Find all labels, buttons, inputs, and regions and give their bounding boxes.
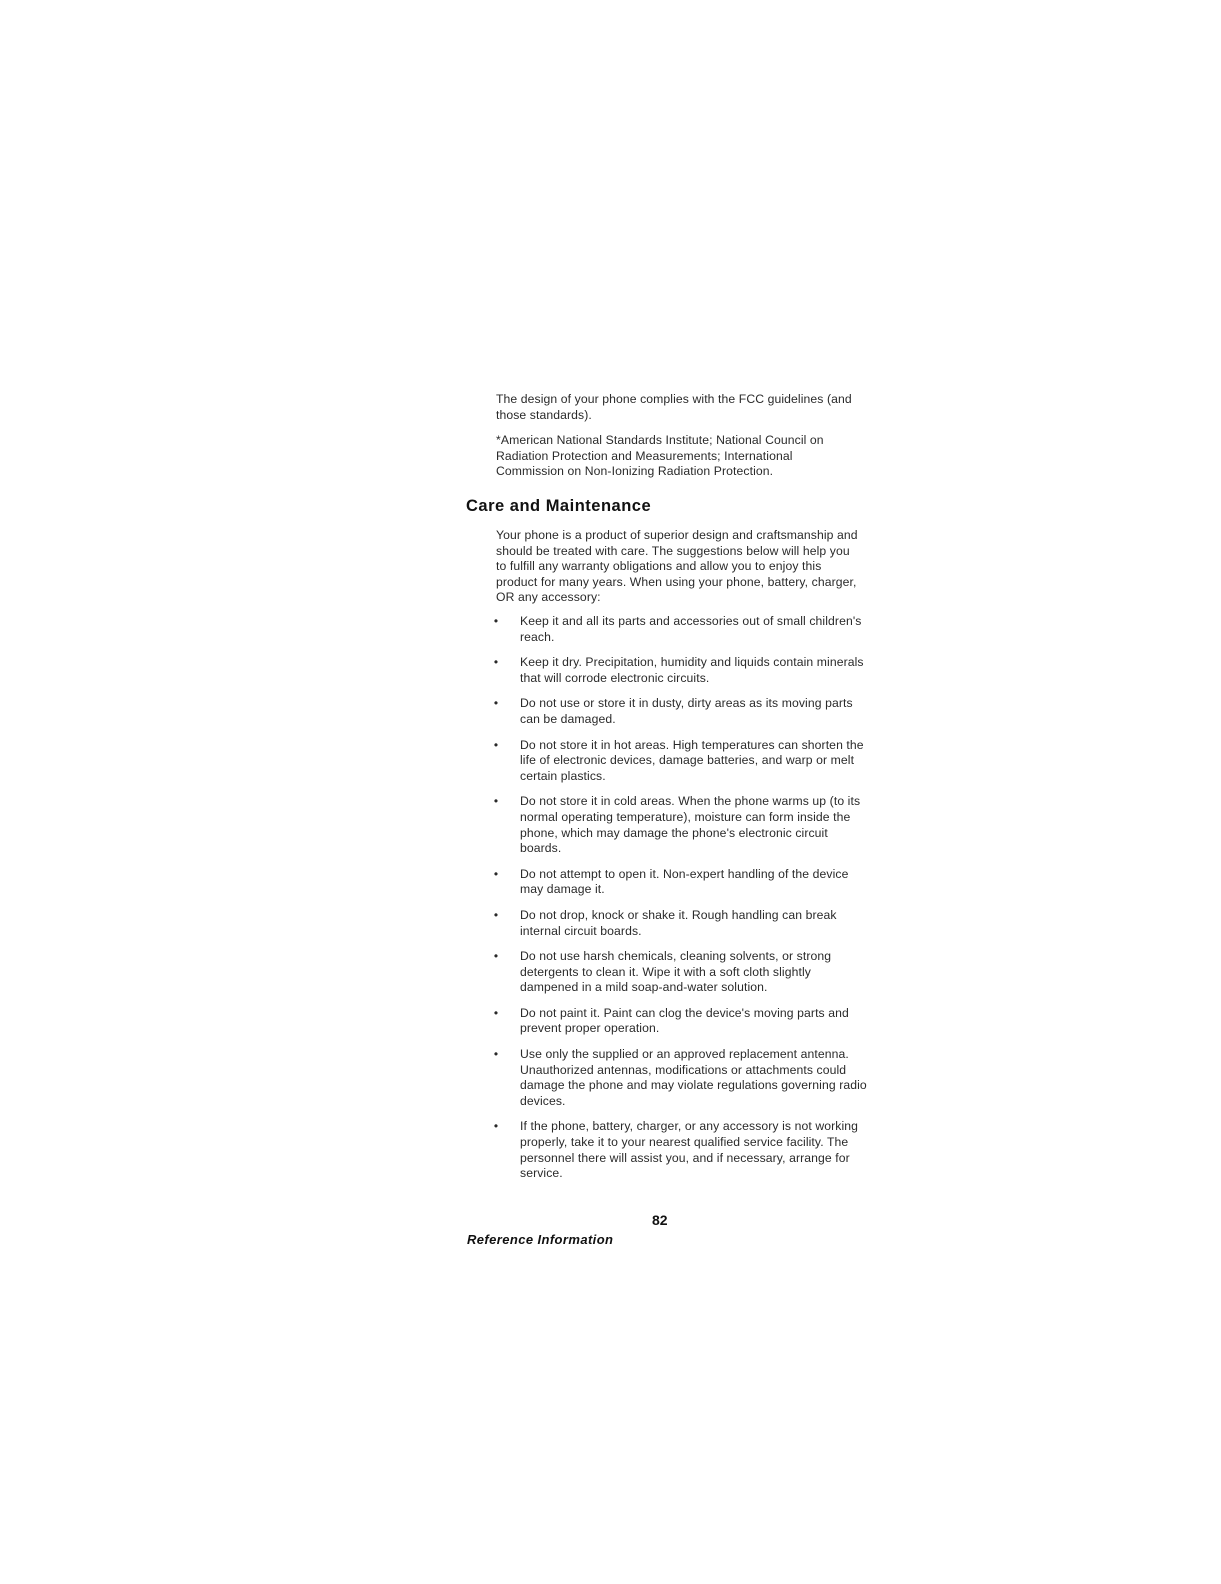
list-item-text: Do not store it in hot areas. High temperatures can shorten the life of electronic devices, damage batteries, and warp or melt certain plastics.	[520, 737, 864, 783]
intro-paragraph: The design of your phone complies with the FCC guidelines (and those standards).	[496, 392, 852, 422]
footer-section-label: Reference Information	[467, 1232, 614, 1247]
list-item-text: Use only the supplied or an approved replacement antenna. Unauthorized antennas, modifications or attachments could damage the phone and may violate regulations governing radio devices.	[520, 1047, 867, 1108]
bullet-icon: •	[493, 1119, 499, 1134]
bullet-icon: •	[493, 949, 499, 964]
list-item-text: Do not drop, knock or shake it. Rough handling can break internal circuit boards.	[520, 907, 837, 938]
list-item	[490, 794, 870, 856]
list-item	[490, 1047, 870, 1109]
care-tips-list	[490, 614, 870, 1192]
list-item-text: If the phone, battery, charger, or any accessory is not working properly, take it to your nearest qualified service facility. The personnel there will assist you, and if necessary, arrange for service.	[520, 1119, 859, 1181]
bullet-icon: •	[493, 737, 499, 752]
list-item	[490, 738, 870, 785]
bullet-icon: •	[493, 907, 499, 922]
list-item	[490, 655, 870, 686]
list-item-text: Do not paint it. Paint can clog the device's moving parts and prevent proper operation.	[520, 1005, 849, 1036]
bullet-icon: •	[493, 1005, 499, 1020]
section-intro-paragraph: Your phone is a product of superior design and craftsmanship and should be treated with care. The suggestions below will help you to fulfill any warranty obligations and allow you to enjoy this product for many years. When using your phone, battery, charger, OR any accessory:	[496, 528, 858, 605]
page-number: 82	[652, 1212, 668, 1228]
list-item-text: Do not use or store it in dusty, dirty areas as its moving parts can be damaged.	[520, 696, 853, 726]
bullet-icon: •	[493, 866, 499, 881]
list-item	[490, 1006, 870, 1037]
list-item	[490, 696, 870, 727]
list-item	[490, 614, 870, 645]
list-item	[490, 1119, 870, 1181]
list-item	[490, 908, 870, 939]
bullet-icon: •	[493, 794, 499, 809]
bullet-icon: •	[493, 614, 499, 628]
list-item-text: Do not store it in cold areas. When the phone warms up (to its normal operating temperature), moisture can form inside the phone, which may damage the phone's electronic circuit boards.	[520, 794, 861, 856]
bullet-icon: •	[493, 655, 499, 670]
list-item-text: Do not use harsh chemicals, cleaning solvents, or strong detergents to clean it. Wipe it with a soft cloth slightly dampened in a mild soap-and-water solution.	[520, 949, 832, 995]
list-item	[490, 949, 870, 996]
list-item-text: Do not attempt to open it. Non-expert handling of the device may damage it.	[520, 866, 849, 897]
list-item-text: Keep it dry. Precipitation, humidity and liquids contain minerals that will corrode electronic circuits.	[520, 655, 864, 685]
list-item	[490, 867, 870, 898]
bullet-icon: •	[493, 696, 499, 711]
list-item-text: Keep it and all its parts and accessories out of small children's reach.	[520, 614, 862, 644]
section-heading: Care and Maintenance	[466, 497, 652, 515]
footnote-paragraph: *American National Standards Institute; National Council on Radiation Protection and Measurements; International Commission on Non-Ionizing Radiation Protection.	[496, 433, 824, 479]
bullet-icon: •	[493, 1047, 499, 1062]
